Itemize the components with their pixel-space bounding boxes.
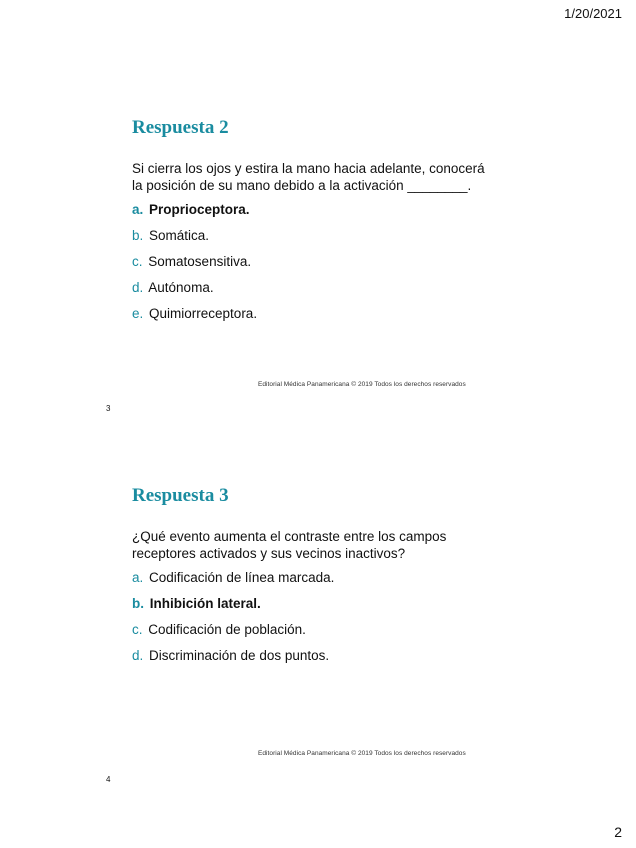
option-e — [132, 305, 512, 331]
option-letter: a. — [132, 570, 144, 585]
option-letter: e. — [132, 306, 144, 321]
option-d — [132, 279, 512, 305]
option-b — [132, 227, 512, 253]
question-line: la posición de su mano debido a la activación ________. — [132, 178, 472, 193]
option-text: Quimiorreceptora. — [149, 306, 258, 321]
question-line: ¿Qué evento aumenta el contraste entre los campos — [132, 529, 447, 544]
question-text — [132, 160, 512, 194]
option-b — [132, 595, 512, 621]
slide-footer: Editorial Médica Panamericana © 2019 Todos los derechos reservados — [258, 750, 466, 757]
option-letter: d. — [132, 280, 144, 295]
answer-options — [132, 569, 512, 673]
option-letter: d. — [132, 648, 144, 663]
option-letter: b. — [132, 596, 144, 611]
option-letter: b. — [132, 228, 144, 243]
option-text: Somática. — [149, 228, 210, 243]
option-letter: a. — [132, 202, 144, 217]
option-text: Proprioceptora. — [149, 202, 250, 217]
option-letter: c. — [132, 622, 143, 637]
option-text: Discriminación de dos puntos. — [149, 648, 330, 663]
option-d — [132, 647, 512, 673]
slide-title: Respuesta 2 — [132, 117, 229, 138]
option-a — [132, 569, 512, 595]
slide-footer: Editorial Médica Panamericana © 2019 Todos los derechos reservados — [258, 381, 466, 388]
slide-respuesta-2 — [132, 116, 512, 331]
print-date: 1/20/2021 — [564, 6, 622, 21]
option-text: Inhibición lateral. — [149, 596, 261, 611]
slide-number: 3 — [106, 404, 111, 413]
option-c — [132, 253, 512, 279]
option-a — [132, 201, 512, 227]
option-c — [132, 621, 512, 647]
slide-respuesta-3 — [132, 484, 512, 673]
question-line: Si cierra los ojos y estira la mano hacia adelante, conocerá — [132, 161, 485, 176]
option-text: Autónoma. — [148, 280, 214, 295]
option-letter: c. — [132, 254, 143, 269]
question-line: receptores activados y sus vecinos inactivos? — [132, 546, 406, 561]
option-text: Somatosensitiva. — [148, 254, 252, 269]
slide-number: 4 — [106, 775, 111, 784]
question-text — [132, 528, 512, 562]
slide-title: Respuesta 3 — [132, 485, 229, 506]
option-text: Codificación de línea marcada. — [149, 570, 335, 585]
answer-options — [132, 201, 512, 331]
page-number: 2 — [614, 824, 622, 840]
option-text: Codificación de población. — [148, 622, 306, 637]
